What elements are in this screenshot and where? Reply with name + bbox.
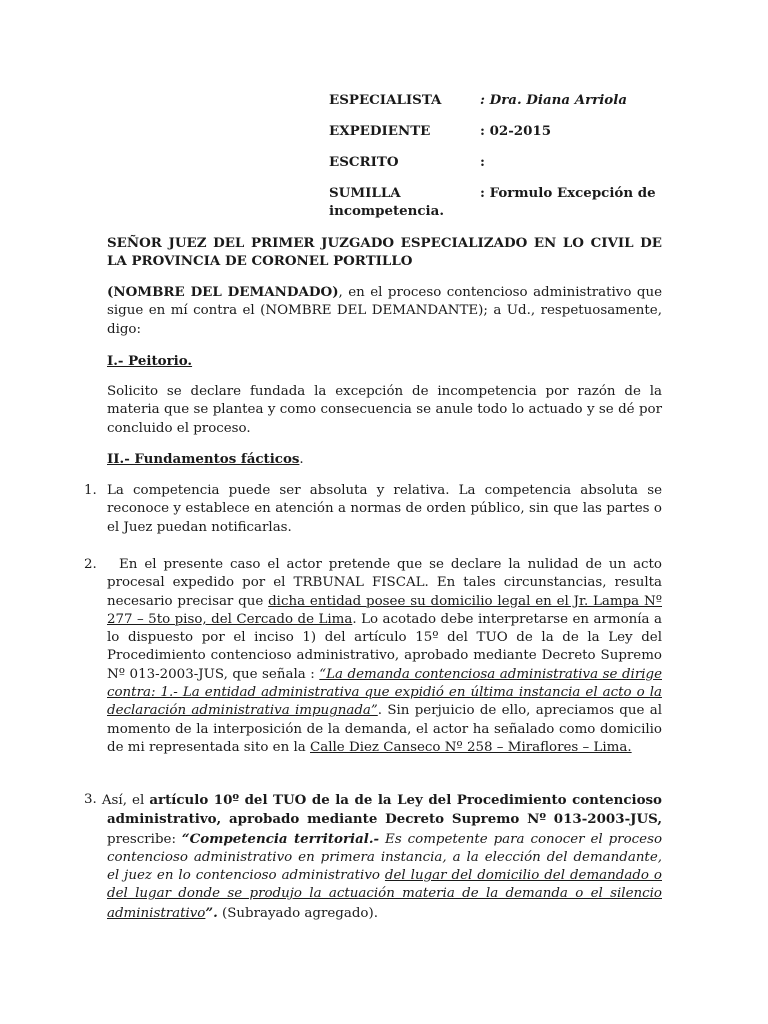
item-3-article-reference: artículo 10º del TUO de la de la Ley del Procedimiento contencioso administrativo, aprobado mediante Decreto Supremo Nº 013-2003-JUS, (107, 792, 662, 828)
intro-text: , en el proceso contencioso administrativo que sigue en mí contra el (NOMBRE DEL DEMANDANTE); a Ud., respetuosamente, digo: (107, 285, 662, 337)
sumilla-value: : Formulo Excepción de (480, 185, 656, 201)
intro-paragraph (107, 283, 662, 339)
item-1-text: La competencia puede ser absoluta y relativa. La competencia absoluta se reconoce y establece en atención a normas de orden público, sin que las partes o el Juez puedan notificarlas. (107, 483, 662, 535)
item-2-address-2-underlined: Calle Diez Canseco Nº 258 – Miraflores – Lima. (310, 739, 632, 755)
section-2-title-line (107, 450, 304, 469)
item-2-address-underlined: dicha entidad posee su domicilio legal en el Jr. Lampa Nº 277 – 5to piso, del Cercado de Lima (107, 593, 662, 627)
item-2-number: 2. (84, 557, 97, 572)
escrito-value: : (480, 154, 485, 170)
item-2-part-2: . Lo acotado debe interpretarse en armonía a lo dispuesto por el inciso 1) del artículo 15º del TUO de la de la Ley del Procedimiento contencioso administrativo, aprobado mediante Decreto Supremo Nº 013-2003-JUS, que señala : (107, 611, 662, 682)
item-2-part-3: . Sin perjuicio de ello, apreciamos que al momento de la interposición de la demanda, el actor ha señalado como domicilio de mi representada sito en la (107, 703, 662, 755)
item-2-text (107, 556, 662, 757)
item-3-quote-underlined: del lugar del domicilio del demandado o del lugar donde se produjo la actuación materia de la demanda o el silencio administrativo (107, 868, 662, 921)
expediente-value: : 02-2015 (480, 123, 552, 139)
item-3-quote-end: ”. (205, 904, 218, 921)
addressee: SEÑOR JUEZ DEL PRIMER JUZGADO ESPECIALIZADO EN LO CIVIL DE LA PROVINCIA DE CORONEL PORTILLO (107, 235, 662, 270)
item-3-number: 3. (84, 792, 97, 807)
item-2-quote: “La demanda contenciosa administrativa se dirige contra: 1.- La entidad administrativa que expidió en última instancia el acto o la declaración administrativa impugnada” (107, 666, 662, 719)
expediente-label: EXPEDIENTE (329, 123, 431, 139)
escrito-label: ESCRITO (329, 154, 399, 170)
section-1-body: Solicito se declare fundada la excepción de incompetencia por razón de la materia que se plantea y como consecuencia se anule todo lo actuado y se dé por concluido el proceso. (107, 384, 662, 436)
item-3-quote-body: Es competente para conocer el proceso contencioso administrativo en primera instancia, a la elección del demandante, el juez en lo contencioso administrativo (107, 831, 662, 884)
item-3-text (84, 791, 662, 923)
sumilla-label: SUMILLA (329, 185, 401, 201)
section-1-title: I.- Peitorio. (107, 353, 193, 369)
item-3-part-1: prescribe: (107, 831, 182, 847)
especialista-label: ESPECIALISTA (329, 92, 442, 108)
sumilla-continuation: incompetencia. (329, 203, 444, 219)
section-2-title: II.- Fundamentos fácticos (107, 451, 300, 467)
defendant-name: (NOMBRE DEL DEMANDADO) (107, 284, 339, 300)
especialista-value: : Dra. Diana Arriola (480, 92, 628, 108)
section-2-title-suffix: . (299, 452, 304, 467)
item-2-part-1: En el presente caso el actor pretende que se declare la nulidad de un acto procesal expedido por el TRBUNAL FISCAL. En tales circunstancias, resulta necesario precisar que (107, 557, 662, 609)
item-3-lead: Así, el (101, 793, 150, 808)
item-1-number: 1. (84, 483, 97, 498)
item-3-end: (Subrayado agregado). (217, 905, 378, 921)
item-3-quote-title: “Competencia territorial.- (181, 830, 380, 847)
